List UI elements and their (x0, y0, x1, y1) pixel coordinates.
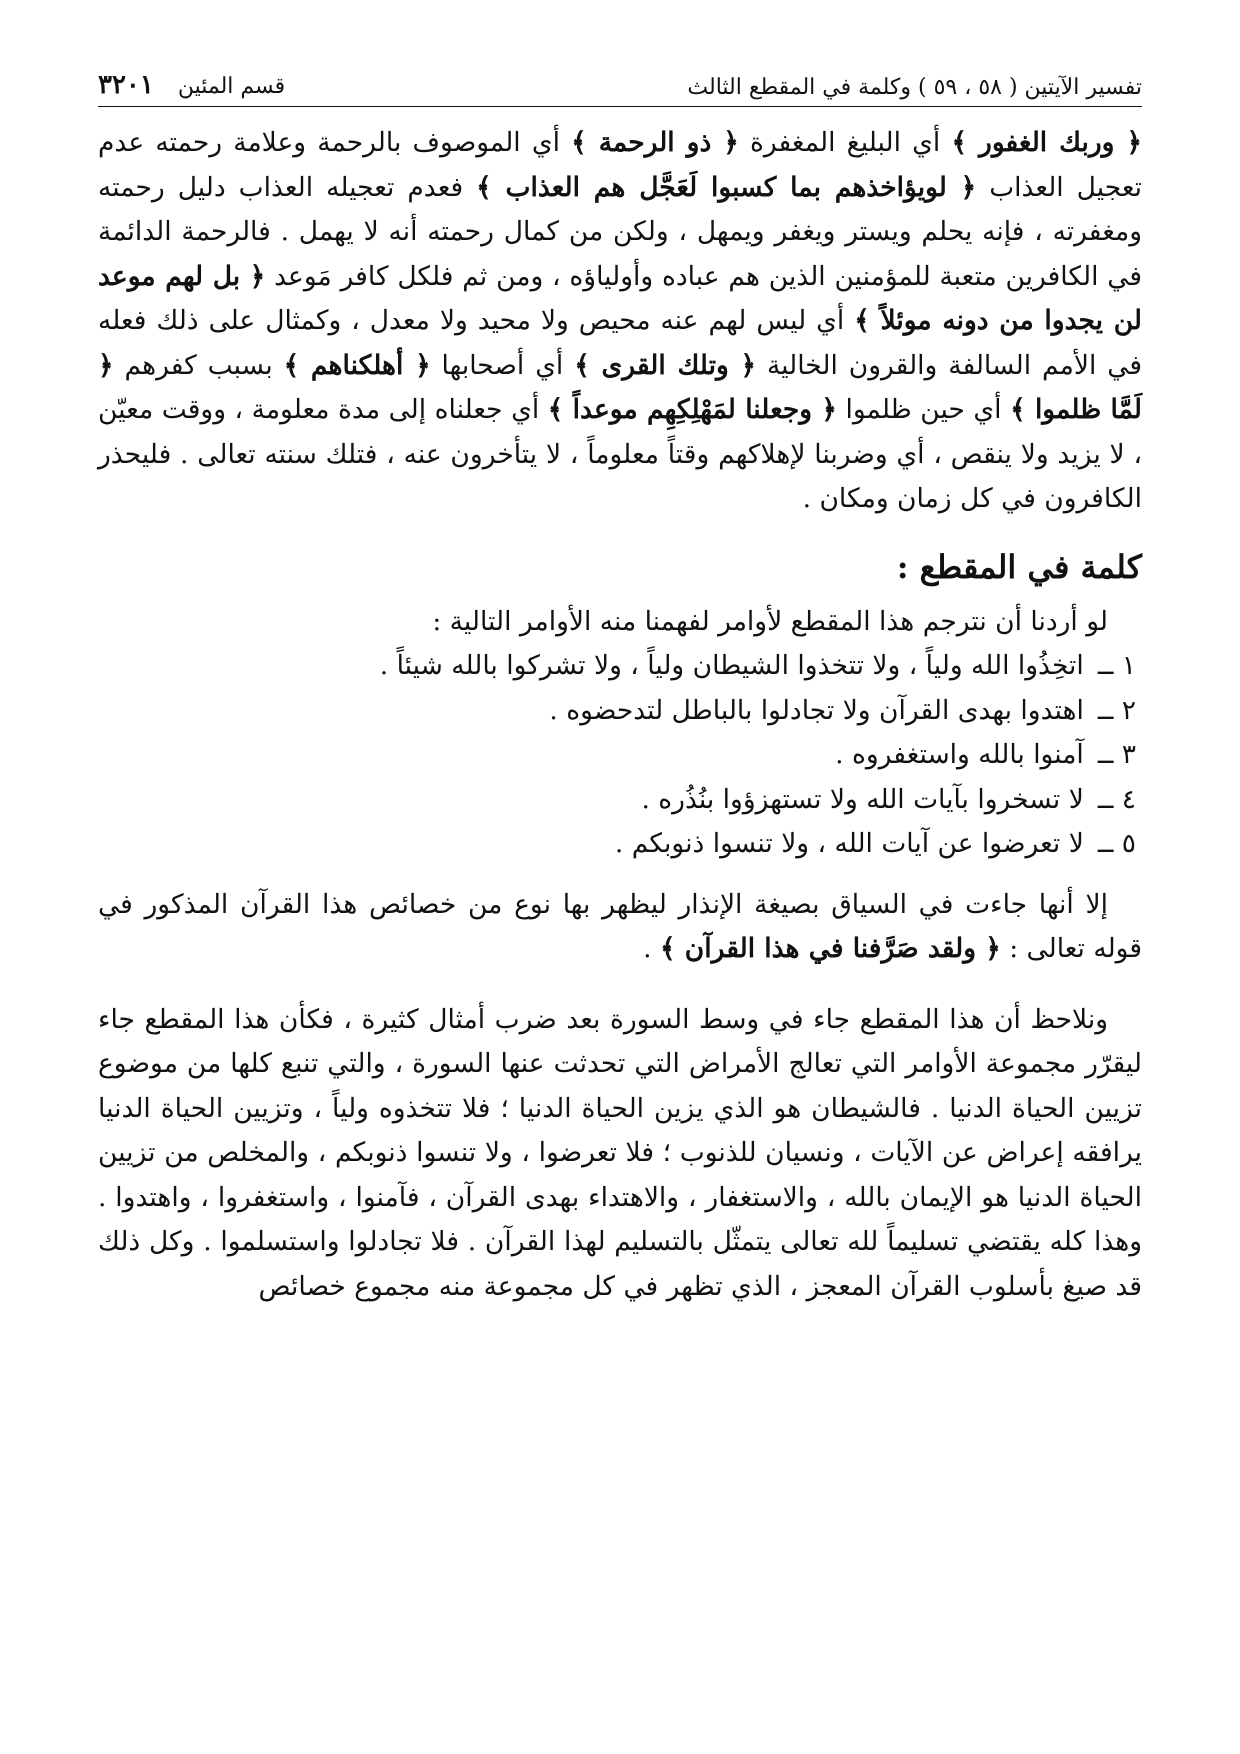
paragraph-observation: ونلاحظ أن هذا المقطع جاء في وسط السورة بعد ضرب أمثال كثيرة ، فكأن هذا المقطع جاء ليقرّر مجموعة الأوامر التي تعالج الأمراض التي تحدثت عنها السورة ، والتي تنبع كلها من موضوع تزيين الحياة الدنيا . فالشيطان هو الذي يزين الحياة الدنيا ؛ فلا تتخذوه ولياً ، وتزيين الحياة الدنيا يرافقه إعراض عن الآيات ، ونسيان للذنوب ؛ فلا تعرضوا ، ولا تنسوا ذنوبكم ، والمخلص من تزيين الحياة الدنيا هو الإيمان بالله ، والاستغفار ، والاهتداء بهدى القرآن ، فآمنوا ، واستغفروا ، واهتدوا . وهذا كله يقتضي تسليماً لله تعالى يتمثّل بالتسليم لهذا القرآن . فلا تجادلوا واستسلموا . وكل ذلك قد صيغ بأسلوب القرآن المعجز ، الذي تظهر في كل مجموعة منه مجموع خصائص (98, 1003, 1142, 1302)
page-meta (98, 70, 285, 100)
text-run: . (643, 933, 661, 964)
quran-quote: ﴿ بل لهم موعد لن يجدوا من دونه موئلاً ﴾ (98, 260, 1142, 336)
text-run: بسبب كفرهم (113, 349, 284, 381)
item-number: ٤ ــ (1097, 783, 1136, 815)
text-run: فعدم تعجيله العذاب دليل رحمته ومغفرته ، فإنه يحلم ويستر ويغفر ويمهل ، ولكن من كمال رحمته أنه لا يهمل . فالرحمة الدائمة في الكافرين متعبة للمؤمنين الذين هم عباده وأولياؤه ، ومن ثم فلكل كافر مَوعد (98, 171, 1142, 292)
list-item (98, 822, 1142, 867)
quran-quote: ﴿ وجعلنا لمَهْلِكِهِم موعداً ﴾ (547, 394, 837, 425)
section-name: قسم المئين (177, 74, 286, 99)
list-item (98, 778, 1142, 823)
document-page (98, 60, 1142, 1720)
quran-quote: ﴿ وربك الغفور ﴾ (951, 127, 1142, 158)
item-text: لا تعرضوا عن آيات الله ، ولا تنسوا ذنوبكم . (614, 828, 1084, 859)
quran-quote: ﴿ لَمَّا ظلموا ﴾ (98, 349, 1143, 425)
text-run: أي أصحابها (430, 349, 575, 381)
item-number: ٣ ــ (1097, 739, 1136, 770)
text-run: أي البليغ المغفرة (738, 127, 952, 158)
section-intro: لو أردنا أن نترجم هذا المقطع لأوامر لفهمنا منه الأوامر التالية : (432, 605, 1108, 637)
quran-quote: ﴿ وتلك القرى ﴾ (574, 349, 757, 381)
item-text: اهتدوا بهدى القرآن ولا تجادلوا بالباطل لتدحضوه . (549, 694, 1084, 726)
text-run: أي جعلناه إلى مدة معلومة ، ووقت معيّن ، لا يزيد ولا ينقص ، أي وضربنا لإهلاكهم وقتاً معلوماً ، لا يتأخرون عنه ، فتلك سنته تعالى . فليحذر الكافرون في كل زمان ومكان . (98, 394, 1142, 514)
quran-quote: ﴿ ذو الرحمة ﴾ (571, 127, 739, 158)
page-number: ٣٢٠١ (98, 70, 154, 100)
tafsir-paragraph (98, 121, 1142, 522)
quran-quote: ﴿ لويؤاخذهم بما كسبوا لَعَجَّل هم العذاب ﴾ (476, 171, 977, 203)
item-number: ١ ــ (1097, 650, 1136, 681)
quran-quote: ﴿ ولقد صَرَّفنا في هذا القرآن ﴾ (660, 933, 1001, 964)
list-item (98, 689, 1142, 734)
list-item (98, 733, 1142, 778)
paragraph-warning (98, 883, 1142, 972)
running-title: تفسير الآيتين ( ٥٨ ، ٥٩ ) وكلمة في المقطع الثالث (687, 75, 1142, 100)
list-item (98, 644, 1142, 689)
text-run: إلا أنها جاءت في السياق بصيغة الإنذار ليظهر بها نوع من خصائص هذا القرآن المذكور في قوله تعالى : (98, 888, 1142, 964)
item-number: ٢ ــ (1097, 694, 1136, 726)
item-text: آمنوا بالله واستغفروه . (835, 739, 1084, 770)
item-text: اتخِذُوا الله ولياً ، ولا تتخذوا الشيطان ولياً ، ولا تشركوا بالله شيئاً . (379, 650, 1084, 681)
quran-quote: ﴿ أهلكناهم ﴾ (283, 349, 431, 381)
text-run: أي حين ظلموا (836, 394, 1011, 425)
section-heading: كلمة في المقطع : (896, 547, 1142, 586)
commands-list (98, 644, 1142, 867)
running-header (98, 60, 1142, 107)
item-number: ٥ ــ (1097, 828, 1136, 859)
text-run: أي ليس لهم عنه محيص ولا محيد ولا معدل ، وكمثال على ذلك فعله في الأمم السالفة والقرون الخالية (98, 305, 1143, 381)
text-run: أي الموصوف بالرحمة وعلامة رحمته عدم تعجيل العذاب (98, 127, 1143, 203)
item-text: لا تسخروا بآيات الله ولا تستهزؤوا بنُذُره . (641, 783, 1084, 815)
